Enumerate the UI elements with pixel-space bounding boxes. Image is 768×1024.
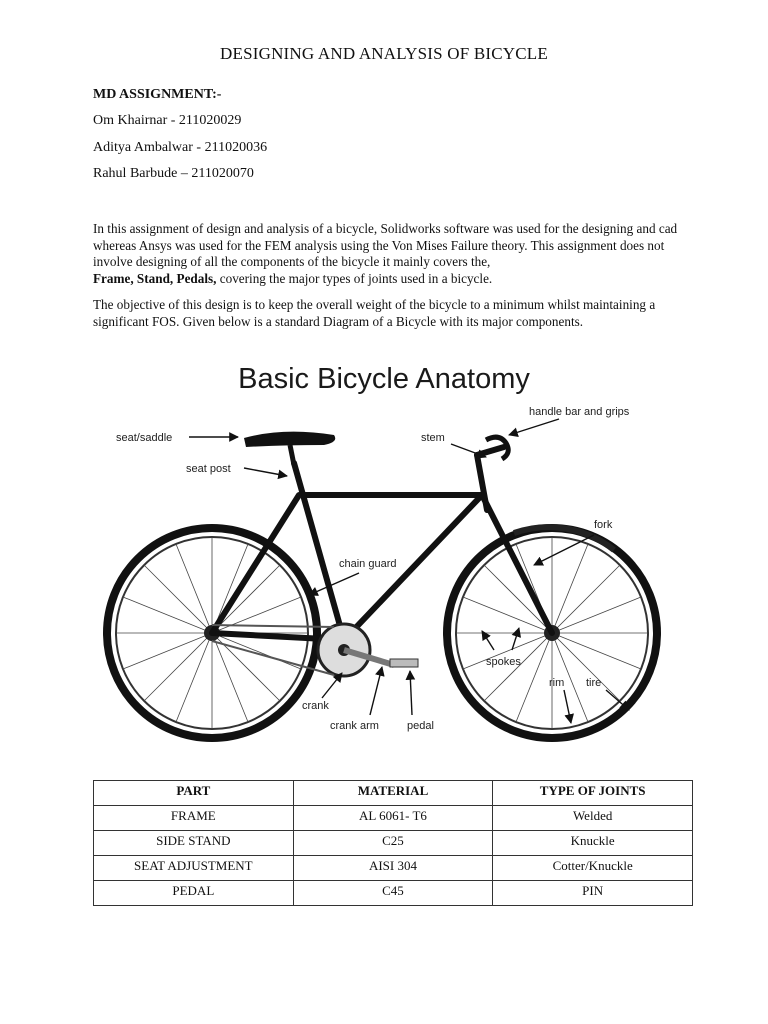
label-crank-arm: crank arm <box>330 720 379 732</box>
cell-material: AL 6061- T6 <box>293 806 493 831</box>
cell-material: AISI 304 <box>293 856 493 881</box>
figure-title: Basic Bicycle Anatomy <box>238 363 530 395</box>
cell-joint: PIN <box>493 881 693 906</box>
cell-part: SEAT ADJUSTMENT <box>94 856 294 881</box>
cell-part: PEDAL <box>94 881 294 906</box>
objective-paragraph: The objective of this design is to keep the overall weight of the bicycle to a minimum whilst maintaining a significant FOS. Given below is a standard Diagram of a Bicycle with its major components. <box>93 297 656 329</box>
intro-text: In this assignment of design and analysis of a bicycle, Solidworks software was used for the designing and cad whereas Ansys was used for the FEM analysis using the Von Mises Failure theory. This assignment does not involve designing of all the components of the bicycle it mainly covers the, <box>93 221 678 269</box>
saddle <box>244 432 335 447</box>
cell-part: SIDE STAND <box>94 831 294 856</box>
author-line: Om Khairnar - 211020029 <box>93 113 242 128</box>
cell-joint: Knuckle <box>493 831 693 856</box>
label-stem: stem <box>421 432 445 444</box>
header-joint-type: TYPE OF JOINTS <box>493 781 693 806</box>
header-material: MATERIAL <box>293 781 493 806</box>
cell-material: C25 <box>293 831 493 856</box>
label-rim: rim <box>549 677 565 689</box>
cell-part: FRAME <box>94 806 294 831</box>
cell-material: C45 <box>293 881 493 906</box>
bicycle-illustration <box>94 355 674 745</box>
parts-table <box>93 780 693 906</box>
bicycle-diagram <box>94 355 674 745</box>
label-fork: fork <box>594 519 613 531</box>
table-header-row <box>94 781 693 806</box>
table-row <box>94 881 693 906</box>
document-title: DESIGNING AND ANALYSIS OF BICYCLE <box>220 44 548 63</box>
label-seat-saddle: seat/saddle <box>116 432 173 444</box>
table-row <box>94 806 693 831</box>
label-handle-bar: handle bar and grips <box>529 406 630 418</box>
cell-joint: Cotter/Knuckle <box>493 856 693 881</box>
label-seat-post: seat post <box>186 463 231 475</box>
intro-text-end: covering the major types of joints used in a bicycle. <box>216 270 493 286</box>
label-pedal: pedal <box>407 720 434 732</box>
label-crank: crank <box>302 700 329 712</box>
author-line: Aditya Ambalwar - 211020036 <box>93 140 268 155</box>
label-chain-guard: chain guard <box>339 558 397 570</box>
label-tire: tire <box>586 677 602 689</box>
table-row <box>94 831 693 856</box>
assignment-label: MD ASSIGNMENT:- <box>93 87 222 102</box>
intro-paragraph <box>93 221 683 287</box>
intro-bold-text: Frame, Stand, Pedals, <box>93 270 217 286</box>
cell-joint: Welded <box>493 806 693 831</box>
header-part: PART <box>94 781 294 806</box>
label-spokes: spokes <box>486 656 521 668</box>
author-line: Rahul Barbude – 211020070 <box>93 166 254 181</box>
table-row <box>94 856 693 881</box>
